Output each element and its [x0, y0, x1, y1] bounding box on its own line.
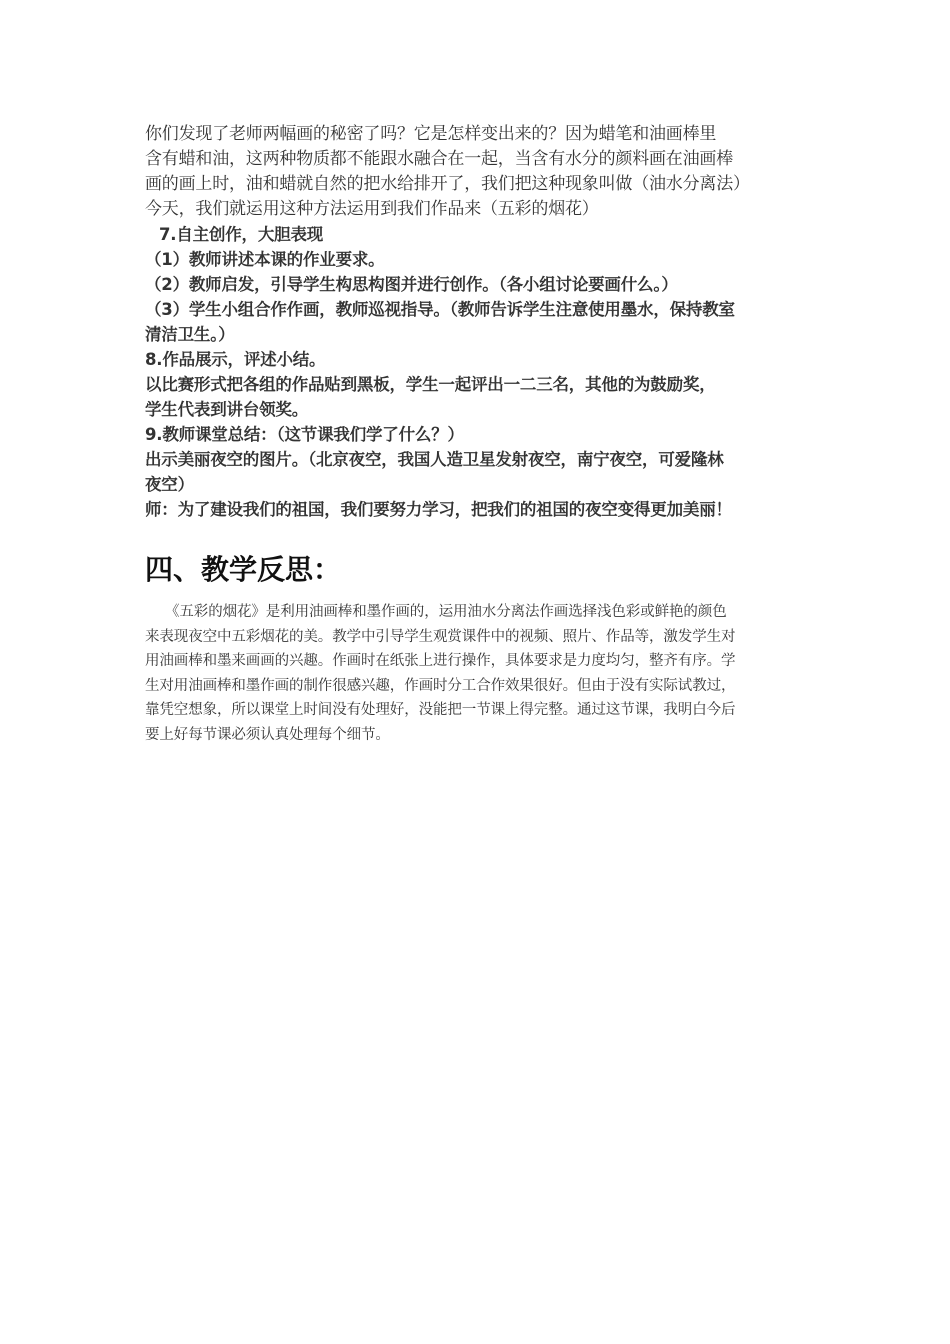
body-line: （3）学生小组合作作画，教师巡视指导。（教师告诉学生注意使用墨水，保持教室: [145, 300, 735, 319]
section-heading: 四、教学反思：: [145, 553, 342, 586]
reflection-line: 《五彩的烟花》是利用油画棒和墨作画的，运用油水分离法作画选择浅色彩或鲜艳的颜色: [165, 604, 727, 620]
body-line: （1）教师讲述本课的作业要求。: [145, 250, 385, 269]
reflection-line: 靠凭空想象，所以课堂上时间没有处理好，没能把一节课上得完整。通过这节课，我明白今后: [145, 702, 736, 718]
body-line: 你们发现了老师两幅画的秘密了吗？它是怎样变出来的？因为蜡笔和油画棒里: [145, 124, 717, 144]
reflection-line: 生对用油画棒和墨作画的制作很感兴趣，作画时分工合作效果很好。但由于没有实际试教过，: [145, 677, 736, 694]
body-line: 画的画上时，油和蜡就自然的把水给排开了，我们把这种现象叫做（油水分离法）: [145, 174, 750, 194]
reflection-line: 要上好每节课必须认真处理每个细节。: [145, 726, 390, 743]
body-line: 出示美丽夜空的图片。（北京夜空，我国人造卫星发射夜空，南宁夜空，可爱隆林: [145, 450, 724, 469]
step-9-heading: 9.教师课堂总结：（这节课我们学了什么？）: [145, 425, 464, 444]
body-line: 师：为了建设我们的祖国，我们要努力学习，把我们的祖国的夜空变得更加美丽！: [145, 500, 732, 519]
body-line: 今天，我们就运用这种方法运用到我们作品来（五彩的烟花）: [145, 199, 599, 219]
reflection-line: 来表现夜空中五彩烟花的美。教学中引导学生观赏课件中的视频、照片、作品等，激发学生对: [145, 628, 736, 645]
step-7-heading: 7.自主创作，大胆表现: [159, 225, 324, 244]
lesson-body: [145, 122, 825, 522]
body-line: 含有蜡和油，这两种物质都不能跟水融合在一起，当含有水分的颜料画在油画棒: [145, 149, 733, 169]
body-line: 学生代表到讲台领奖。: [145, 400, 309, 419]
body-line: （2）教师启发，引导学生构思构图并进行创作。（各小组讨论要画什么。）: [145, 275, 678, 294]
reflection-paragraph: [145, 600, 825, 747]
document-page: [145, 122, 825, 747]
reflection-line: 用油画棒和墨来画画的兴趣。作画时在纸张上进行操作，具体要求是力度均匀，整齐有序。学: [145, 653, 736, 669]
body-line: 清洁卫生。）: [145, 325, 235, 344]
step-8-heading: 8.作品展示，评述小结。: [145, 350, 326, 369]
body-line: 夜空）: [145, 475, 194, 494]
body-line: 以比赛形式把各组的作品贴到黑板，学生一起评出一二三名，其他的为鼓励奖，: [145, 375, 716, 394]
